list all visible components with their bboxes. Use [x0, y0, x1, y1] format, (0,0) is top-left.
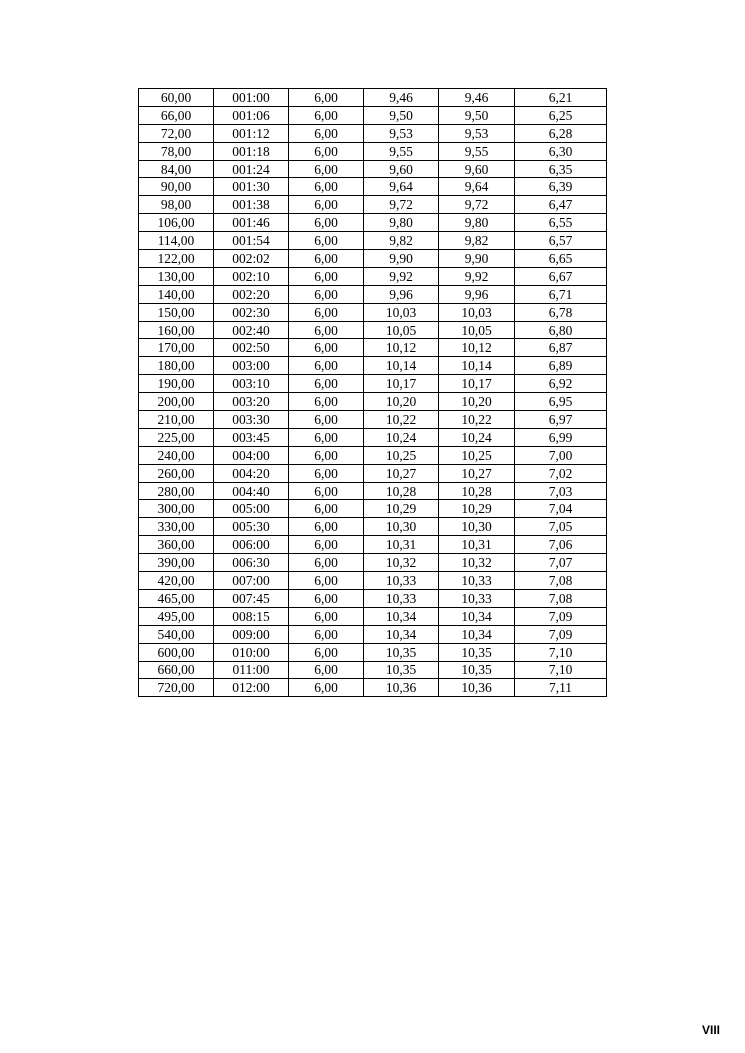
table-cell: 010:00	[214, 643, 289, 661]
table-cell: 10,22	[364, 411, 439, 429]
table-cell: 210,00	[139, 411, 214, 429]
table-cell: 660,00	[139, 661, 214, 679]
table-cell: 002:50	[214, 339, 289, 357]
table-cell: 72,00	[139, 124, 214, 142]
table-cell: 001:46	[214, 214, 289, 232]
table-cell: 002:02	[214, 250, 289, 268]
table-cell: 10,20	[364, 393, 439, 411]
table-cell: 9,64	[439, 178, 515, 196]
table-cell: 007:00	[214, 572, 289, 590]
table-cell: 10,34	[364, 607, 439, 625]
table-cell: 7,07	[515, 554, 607, 572]
table-cell: 7,00	[515, 446, 607, 464]
table-cell: 10,35	[364, 643, 439, 661]
table-cell: 007:45	[214, 589, 289, 607]
table-cell: 6,00	[289, 607, 364, 625]
table-cell: 6,47	[515, 196, 607, 214]
table-cell: 10,05	[439, 321, 515, 339]
table-cell: 6,39	[515, 178, 607, 196]
table-cell: 7,02	[515, 464, 607, 482]
table-row	[139, 89, 607, 107]
table-cell: 10,35	[439, 643, 515, 661]
table-cell: 420,00	[139, 572, 214, 590]
table-cell: 114,00	[139, 232, 214, 250]
table-cell: 6,00	[289, 464, 364, 482]
table-cell: 6,00	[289, 285, 364, 303]
table-cell: 003:00	[214, 357, 289, 375]
table-cell: 6,00	[289, 446, 364, 464]
table-cell: 10,29	[364, 500, 439, 518]
table-cell: 9,92	[439, 267, 515, 285]
table-cell: 10,34	[364, 625, 439, 643]
table-row	[139, 393, 607, 411]
table-row	[139, 589, 607, 607]
table-cell: 9,72	[439, 196, 515, 214]
table-cell: 330,00	[139, 518, 214, 536]
table-row	[139, 428, 607, 446]
table-row	[139, 679, 607, 697]
table-cell: 002:20	[214, 285, 289, 303]
table-row	[139, 232, 607, 250]
table-cell: 6,71	[515, 285, 607, 303]
table-row	[139, 607, 607, 625]
table-cell: 002:30	[214, 303, 289, 321]
table-cell: 006:00	[214, 536, 289, 554]
table-cell: 6,67	[515, 267, 607, 285]
table-row	[139, 106, 607, 124]
table-cell: 10,35	[364, 661, 439, 679]
table-cell: 90,00	[139, 178, 214, 196]
table-cell: 10,36	[364, 679, 439, 697]
table-row	[139, 661, 607, 679]
table-cell: 9,92	[364, 267, 439, 285]
table-cell: 001:18	[214, 142, 289, 160]
table-cell: 001:12	[214, 124, 289, 142]
table-cell: 002:10	[214, 267, 289, 285]
table-cell: 10,32	[364, 554, 439, 572]
table-cell: 10,20	[439, 393, 515, 411]
table-row	[139, 214, 607, 232]
table-cell: 10,05	[364, 321, 439, 339]
table-cell: 720,00	[139, 679, 214, 697]
table-cell: 6,00	[289, 214, 364, 232]
table-cell: 6,28	[515, 124, 607, 142]
table-cell: 001:30	[214, 178, 289, 196]
table-cell: 6,00	[289, 500, 364, 518]
table-cell: 10,28	[364, 482, 439, 500]
table-cell: 60,00	[139, 89, 214, 107]
table-cell: 003:20	[214, 393, 289, 411]
table-row	[139, 446, 607, 464]
table-cell: 130,00	[139, 267, 214, 285]
table-cell: 6,00	[289, 250, 364, 268]
table-row	[139, 554, 607, 572]
table-cell: 9,82	[364, 232, 439, 250]
table-cell: 6,00	[289, 536, 364, 554]
table-cell: 7,05	[515, 518, 607, 536]
table-cell: 9,96	[439, 285, 515, 303]
table-cell: 10,34	[439, 607, 515, 625]
table-row	[139, 285, 607, 303]
table-cell: 004:00	[214, 446, 289, 464]
table-cell: 6,00	[289, 321, 364, 339]
table-cell: 7,11	[515, 679, 607, 697]
table-cell: 300,00	[139, 500, 214, 518]
table-cell: 160,00	[139, 321, 214, 339]
table-cell: 9,53	[439, 124, 515, 142]
table-cell: 540,00	[139, 625, 214, 643]
table-row	[139, 482, 607, 500]
table-cell: 6,00	[289, 554, 364, 572]
table-cell: 78,00	[139, 142, 214, 160]
table-cell: 6,87	[515, 339, 607, 357]
table-cell: 003:30	[214, 411, 289, 429]
table-cell: 180,00	[139, 357, 214, 375]
table-cell: 6,95	[515, 393, 607, 411]
table-row	[139, 250, 607, 268]
table-cell: 011:00	[214, 661, 289, 679]
table-cell: 6,97	[515, 411, 607, 429]
table-cell: 150,00	[139, 303, 214, 321]
table-cell: 7,03	[515, 482, 607, 500]
table-cell: 6,89	[515, 357, 607, 375]
page-number: VIII	[702, 1023, 721, 1037]
table-cell: 10,33	[364, 572, 439, 590]
table-cell: 6,00	[289, 375, 364, 393]
table-cell: 10,03	[439, 303, 515, 321]
table-cell: 6,25	[515, 106, 607, 124]
table-row	[139, 357, 607, 375]
table-cell: 10,27	[439, 464, 515, 482]
table-cell: 10,24	[364, 428, 439, 446]
table-cell: 200,00	[139, 393, 214, 411]
table-row	[139, 321, 607, 339]
table-cell: 10,30	[439, 518, 515, 536]
table-cell: 6,78	[515, 303, 607, 321]
table-row	[139, 643, 607, 661]
table-row	[139, 411, 607, 429]
table-cell: 10,30	[364, 518, 439, 536]
table-row	[139, 625, 607, 643]
table-cell: 9,82	[439, 232, 515, 250]
table-cell: 98,00	[139, 196, 214, 214]
table-cell: 6,65	[515, 250, 607, 268]
table-cell: 84,00	[139, 160, 214, 178]
table-cell: 6,30	[515, 142, 607, 160]
table-cell: 10,29	[439, 500, 515, 518]
table-cell: 6,00	[289, 89, 364, 107]
table-cell: 008:15	[214, 607, 289, 625]
table-cell: 001:54	[214, 232, 289, 250]
table-cell: 10,35	[439, 661, 515, 679]
table-cell: 004:40	[214, 482, 289, 500]
table-cell: 7,09	[515, 607, 607, 625]
table-cell: 10,14	[439, 357, 515, 375]
table-cell: 9,50	[364, 106, 439, 124]
table-row	[139, 267, 607, 285]
table-cell: 10,17	[364, 375, 439, 393]
table-cell: 6,00	[289, 357, 364, 375]
table-cell: 006:30	[214, 554, 289, 572]
table-cell: 6,00	[289, 482, 364, 500]
table-cell: 9,72	[364, 196, 439, 214]
table-cell: 10,03	[364, 303, 439, 321]
table-cell: 260,00	[139, 464, 214, 482]
table-cell: 9,55	[364, 142, 439, 160]
table-row	[139, 536, 607, 554]
table-cell: 6,00	[289, 124, 364, 142]
table-cell: 10,25	[439, 446, 515, 464]
table-cell: 122,00	[139, 250, 214, 268]
table-cell: 6,00	[289, 303, 364, 321]
table-cell: 005:00	[214, 500, 289, 518]
table-cell: 7,06	[515, 536, 607, 554]
table-cell: 10,22	[439, 411, 515, 429]
table-cell: 7,08	[515, 589, 607, 607]
table-cell: 9,64	[364, 178, 439, 196]
table-cell: 7,04	[515, 500, 607, 518]
table-cell: 10,34	[439, 625, 515, 643]
table-cell: 002:40	[214, 321, 289, 339]
table-row	[139, 572, 607, 590]
table-row	[139, 196, 607, 214]
table-cell: 001:06	[214, 106, 289, 124]
table-cell: 6,00	[289, 428, 364, 446]
table-cell: 9,55	[439, 142, 515, 160]
table-cell: 6,00	[289, 232, 364, 250]
table-cell: 10,33	[439, 572, 515, 590]
table-cell: 6,80	[515, 321, 607, 339]
table-cell: 360,00	[139, 536, 214, 554]
table-cell: 390,00	[139, 554, 214, 572]
table-cell: 10,32	[439, 554, 515, 572]
table-cell: 66,00	[139, 106, 214, 124]
table-cell: 6,57	[515, 232, 607, 250]
table-cell: 10,31	[439, 536, 515, 554]
table-cell: 280,00	[139, 482, 214, 500]
table-cell: 140,00	[139, 285, 214, 303]
table-cell: 9,50	[439, 106, 515, 124]
table-cell: 9,53	[364, 124, 439, 142]
table-cell: 6,92	[515, 375, 607, 393]
table-cell: 6,00	[289, 142, 364, 160]
table-row	[139, 464, 607, 482]
table-cell: 7,09	[515, 625, 607, 643]
table-cell: 170,00	[139, 339, 214, 357]
table-cell: 106,00	[139, 214, 214, 232]
table-cell: 10,12	[439, 339, 515, 357]
table-cell: 7,10	[515, 643, 607, 661]
table-row	[139, 339, 607, 357]
table-cell: 6,00	[289, 339, 364, 357]
table-cell: 009:00	[214, 625, 289, 643]
table-row	[139, 142, 607, 160]
table-cell: 10,31	[364, 536, 439, 554]
table-cell: 6,55	[515, 214, 607, 232]
table-cell: 004:20	[214, 464, 289, 482]
table-cell: 9,90	[364, 250, 439, 268]
table-cell: 495,00	[139, 607, 214, 625]
table-cell: 9,90	[439, 250, 515, 268]
table-cell: 9,96	[364, 285, 439, 303]
table-cell: 6,21	[515, 89, 607, 107]
table-cell: 10,14	[364, 357, 439, 375]
table-cell: 6,99	[515, 428, 607, 446]
table-cell: 001:24	[214, 160, 289, 178]
table-cell: 6,00	[289, 572, 364, 590]
table-cell: 001:38	[214, 196, 289, 214]
table-cell: 6,00	[289, 267, 364, 285]
table-row	[139, 124, 607, 142]
table-cell: 10,28	[439, 482, 515, 500]
table-cell: 9,60	[439, 160, 515, 178]
table-cell: 6,35	[515, 160, 607, 178]
table-cell: 600,00	[139, 643, 214, 661]
table-cell: 9,80	[364, 214, 439, 232]
table-cell: 10,36	[439, 679, 515, 697]
table-row	[139, 500, 607, 518]
table-cell: 10,17	[439, 375, 515, 393]
table-cell: 9,60	[364, 160, 439, 178]
table-cell: 6,00	[289, 643, 364, 661]
table-cell: 225,00	[139, 428, 214, 446]
table-cell: 7,08	[515, 572, 607, 590]
table-cell: 10,27	[364, 464, 439, 482]
table-cell: 190,00	[139, 375, 214, 393]
table-cell: 9,80	[439, 214, 515, 232]
table-cell: 6,00	[289, 589, 364, 607]
table-cell: 10,24	[439, 428, 515, 446]
table-cell: 001:00	[214, 89, 289, 107]
table-cell: 6,00	[289, 518, 364, 536]
table-cell: 10,33	[439, 589, 515, 607]
table-cell: 6,00	[289, 679, 364, 697]
table-cell: 6,00	[289, 393, 364, 411]
table-cell: 6,00	[289, 625, 364, 643]
table-cell: 6,00	[289, 106, 364, 124]
table-cell: 003:45	[214, 428, 289, 446]
table-cell: 10,33	[364, 589, 439, 607]
table-cell: 9,46	[364, 89, 439, 107]
table-cell: 7,10	[515, 661, 607, 679]
table-cell: 465,00	[139, 589, 214, 607]
table-cell: 10,25	[364, 446, 439, 464]
data-table	[138, 88, 607, 697]
table-cell: 6,00	[289, 178, 364, 196]
table-cell: 003:10	[214, 375, 289, 393]
table-cell: 6,00	[289, 411, 364, 429]
table-row	[139, 303, 607, 321]
table-cell: 10,12	[364, 339, 439, 357]
table-cell: 240,00	[139, 446, 214, 464]
table-row	[139, 160, 607, 178]
table-cell: 6,00	[289, 196, 364, 214]
table-cell: 6,00	[289, 160, 364, 178]
table-cell: 6,00	[289, 661, 364, 679]
table-row	[139, 518, 607, 536]
table-row	[139, 178, 607, 196]
table-row	[139, 375, 607, 393]
table-cell: 005:30	[214, 518, 289, 536]
table-cell: 012:00	[214, 679, 289, 697]
table-cell: 9,46	[439, 89, 515, 107]
